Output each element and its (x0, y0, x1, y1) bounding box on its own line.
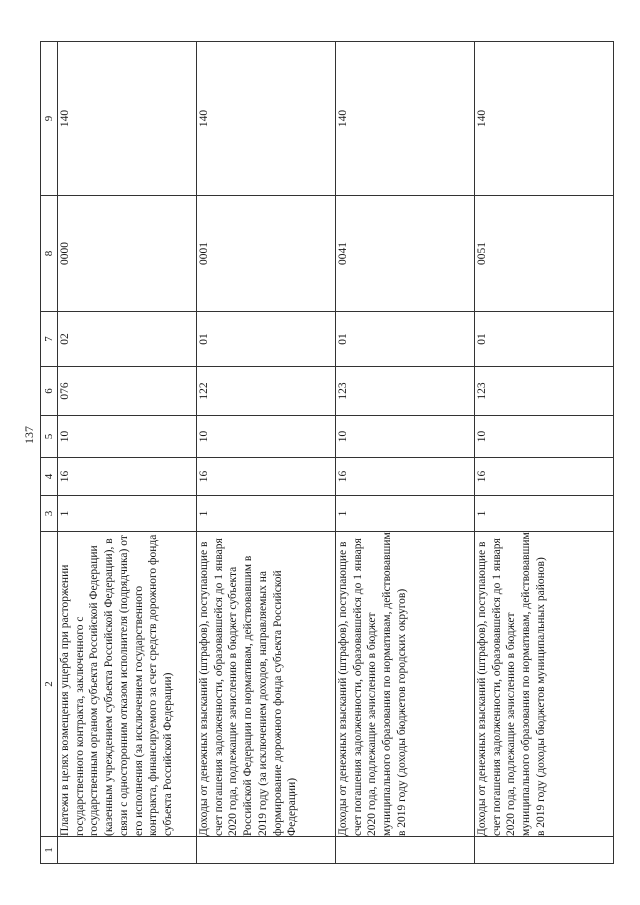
header-cell: 6 (41, 367, 58, 416)
code-cell: 0051 (475, 196, 614, 312)
description-cell: Доходы от денежных взысканий (штрафов), поступающие в счет погашения задолженности, образовавшейся до 1 января 2020 года, подлежащие зачислению в бюджет муниципального образования по нормативам, действовавшим в 2019 году (доходы бюджетов городских округов) (336, 532, 475, 837)
code-cell: 10 (475, 416, 614, 458)
code-cell: 10 (58, 416, 197, 458)
table-row (475, 42, 614, 864)
table-row (58, 42, 197, 864)
code-cell: 1 (58, 496, 197, 532)
code-cell: 140 (197, 42, 336, 196)
code-cell: 16 (197, 458, 336, 496)
code-cell: 0000 (58, 196, 197, 312)
code-cell: 16 (58, 458, 197, 496)
code-cell: 140 (336, 42, 475, 196)
table-row (197, 42, 336, 864)
code-cell: 10 (197, 416, 336, 458)
code-cell: 122 (197, 367, 336, 416)
header-cell: 2 (41, 532, 58, 837)
header-row (41, 42, 58, 864)
header-cell: 1 (41, 837, 58, 864)
code-cell: 01 (197, 312, 336, 367)
row-number-cell (58, 837, 197, 864)
code-cell: 076 (58, 367, 197, 416)
header-cell: 7 (41, 312, 58, 367)
description-cell: Платежи в целях возмещения ущерба при расторжении государственного контракта, заключенного с государственным органом субъекта Российской Федерации (казенным учреждением субъекта Российской Федерации), в связи с односторонним отказом исполнителя (подрядчика) от его исполнения (за исключением государственного контракта, финансируемого за счет средств дорожного фонда субъекта Российской Федерации) (58, 532, 197, 837)
description-cell: Доходы от денежных взысканий (штрафов), поступающие в счет погашения задолженности, образовавшейся до 1 января 2020 года, подлежащие зачислению в бюджет муниципального образования по нормативам, действовавшим в 2019 году (доходы бюджетов муниципальных районов) (475, 532, 614, 837)
code-cell: 1 (197, 496, 336, 532)
code-cell: 02 (58, 312, 197, 367)
code-cell: 0001 (197, 196, 336, 312)
code-cell: 1 (475, 496, 614, 532)
header-cell: 8 (41, 196, 58, 312)
page-number: 137 (22, 426, 36, 444)
code-cell: 123 (336, 367, 475, 416)
code-cell: 16 (475, 458, 614, 496)
code-cell: 01 (336, 312, 475, 367)
header-cell: 3 (41, 496, 58, 532)
row-number-cell (336, 837, 475, 864)
budget-classification-table (40, 41, 614, 864)
header-cell: 4 (41, 458, 58, 496)
code-cell: 10 (336, 416, 475, 458)
code-cell: 01 (475, 312, 614, 367)
header-cell: 9 (41, 42, 58, 196)
code-cell: 140 (58, 42, 197, 196)
row-number-cell (197, 837, 336, 864)
code-cell: 140 (475, 42, 614, 196)
code-cell: 0041 (336, 196, 475, 312)
rotated-page (40, 42, 611, 864)
table-row (336, 42, 475, 864)
code-cell: 1 (336, 496, 475, 532)
description-cell: Доходы от денежных взысканий (штрафов), поступающие в счет погашения задолженности, образовавшейся до 1 января 2020 года, подлежащие зачислению в бюджет субъекта Российской Федерации по нормативам, действовавшим в 2019 году (за исключением доходов, направляемых на формирование дорожного фонда субъекта Российской Федерации) (197, 532, 336, 837)
row-number-cell (475, 837, 614, 864)
code-cell: 123 (475, 367, 614, 416)
code-cell: 16 (336, 458, 475, 496)
header-cell: 5 (41, 416, 58, 458)
